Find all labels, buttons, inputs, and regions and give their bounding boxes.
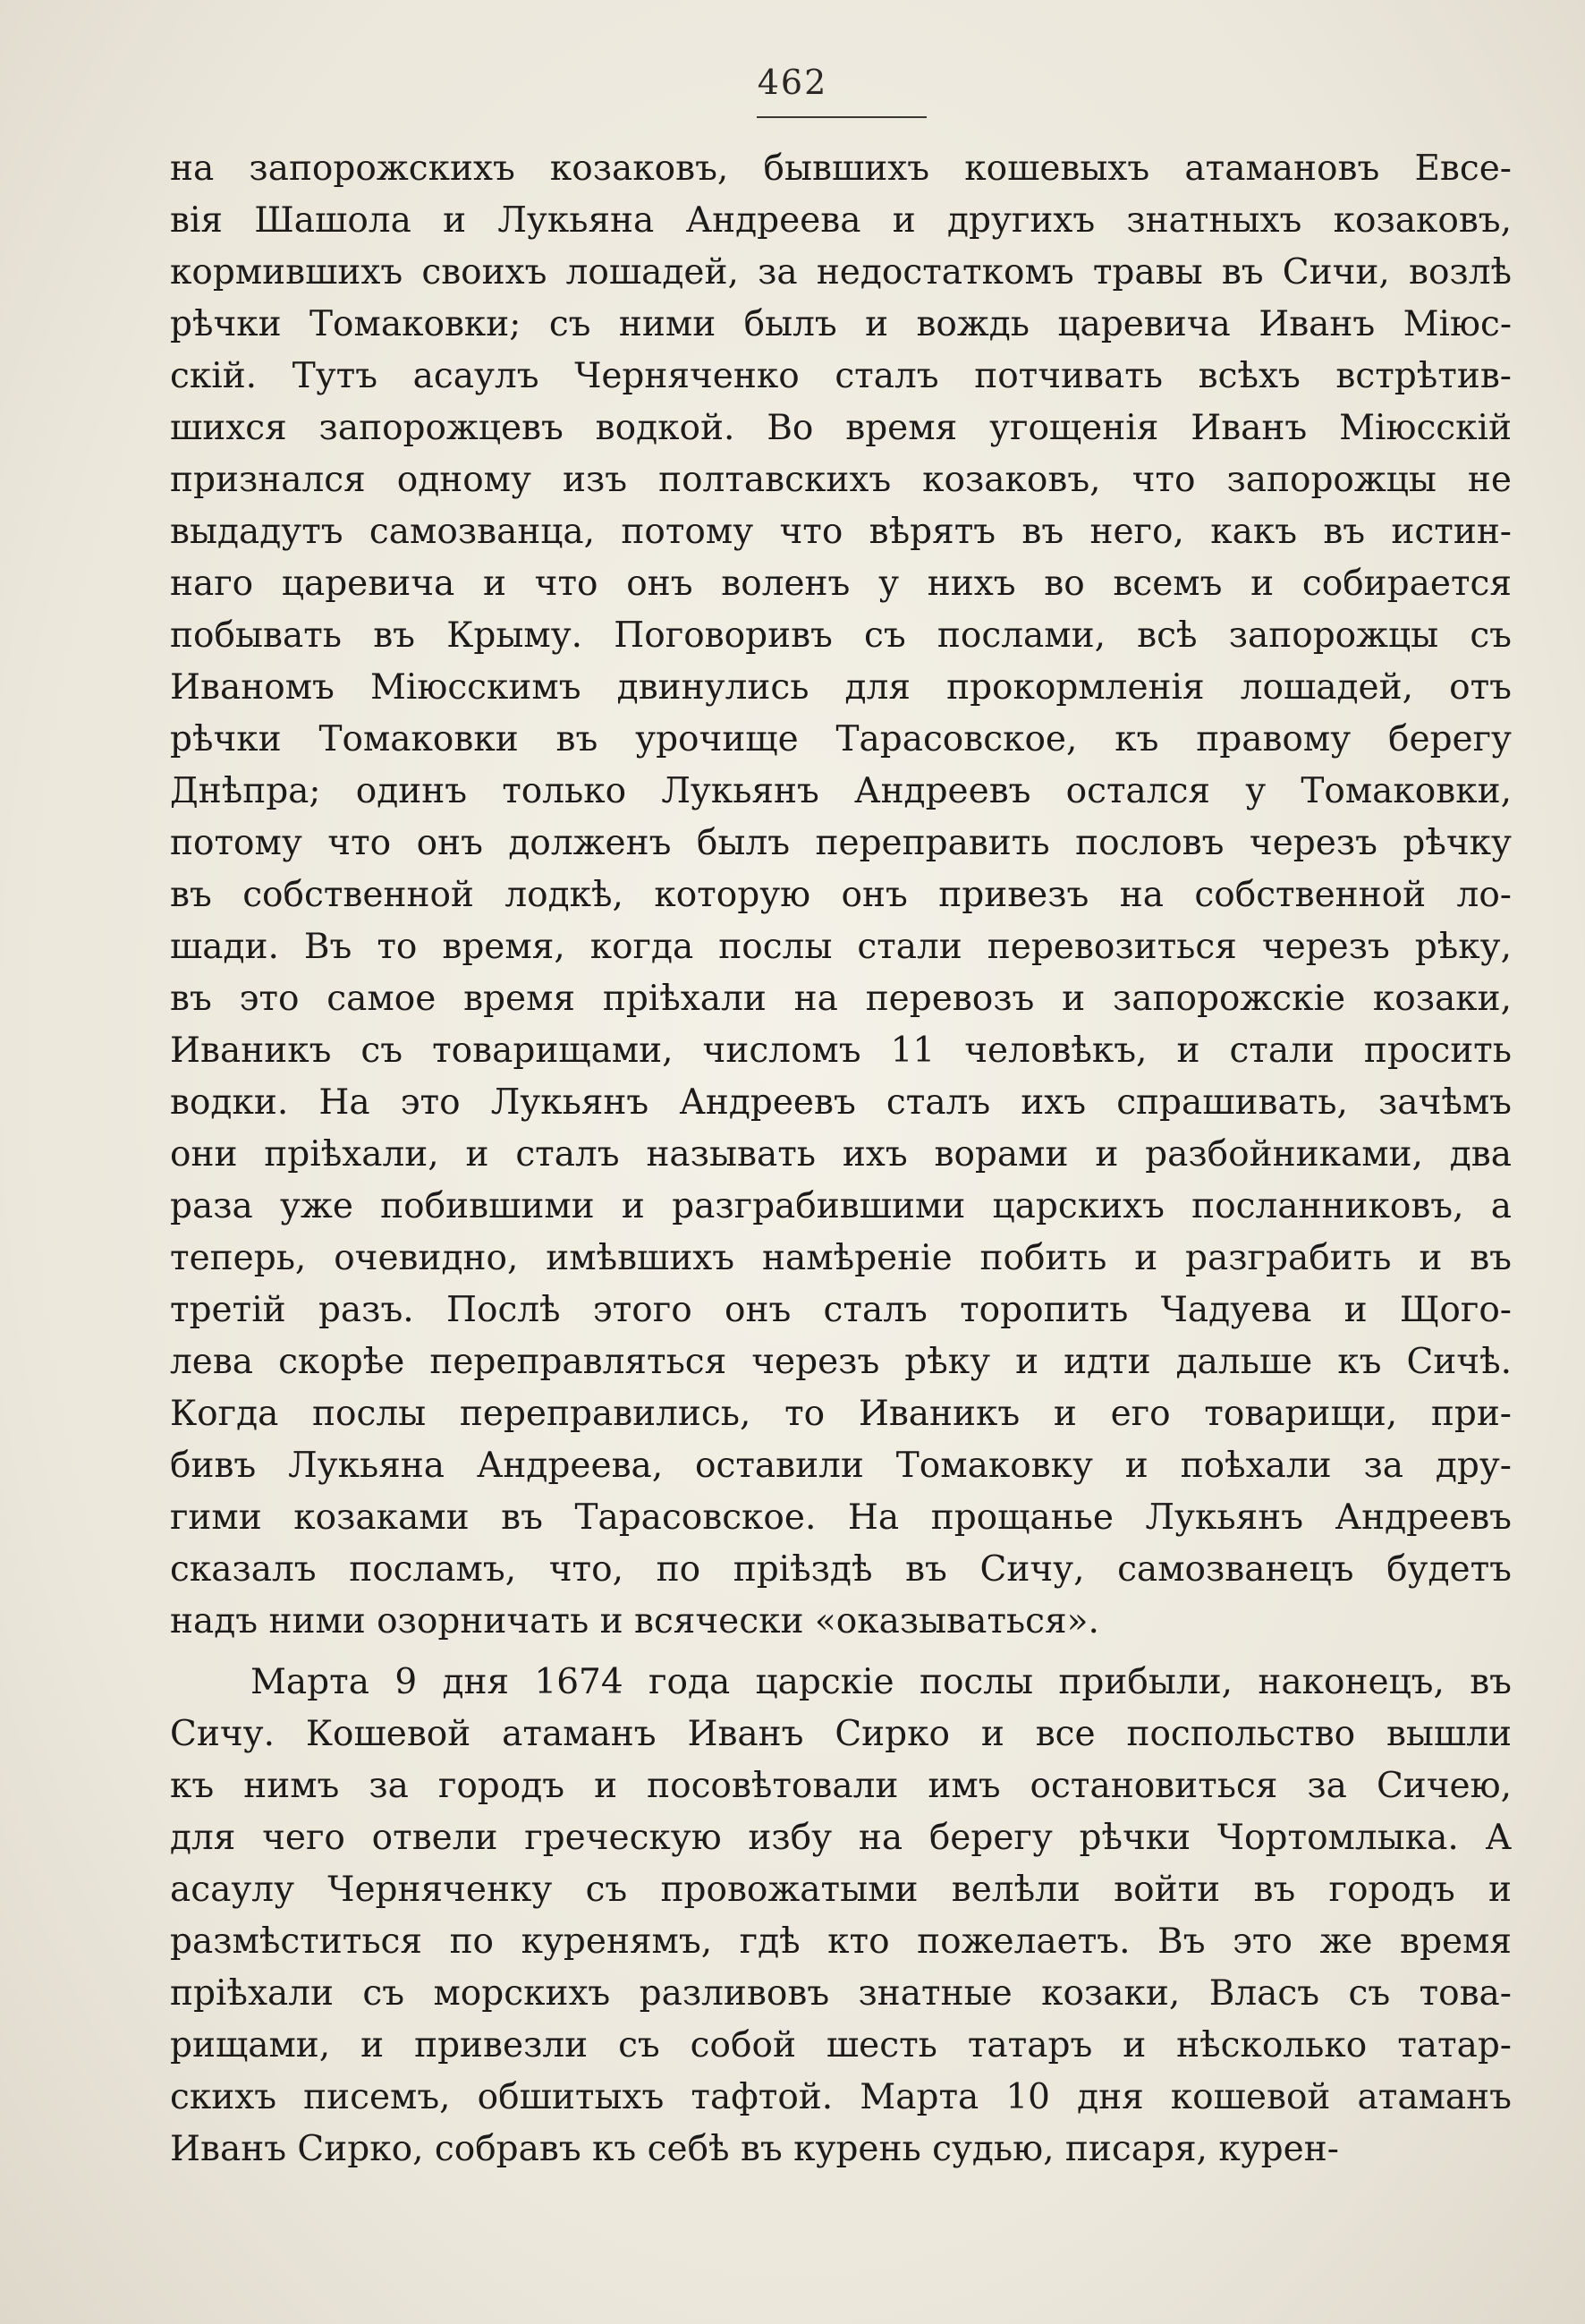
text-line: въ собственной лодкѣ, которую онъ привезъ на собственной ло- bbox=[170, 875, 1512, 915]
text-line: Марта 9 дня 1674 года царскіе послы прибыли, наконецъ, въ bbox=[250, 1662, 1512, 1702]
text-line: они пріѣхали, и сталъ называть ихъ ворами и разбойниками, два bbox=[170, 1134, 1512, 1175]
text-line: въ это самое время пріѣхали на перевозъ и запорожскіе козаки, bbox=[170, 979, 1512, 1019]
page-number: 462 bbox=[757, 63, 828, 102]
text-line: Иванъ Сирко, собравъ къ себѣ въ курень судью, писаря, курен- bbox=[170, 2129, 1339, 2169]
text-line: потому что онъ долженъ былъ переправить пословъ черезъ рѣчку bbox=[170, 823, 1512, 863]
text-line: выдадутъ самозванца, потому что вѣрятъ въ него, какъ въ истин- bbox=[170, 512, 1512, 552]
text-line: рищами, и привезли съ собой шесть татаръ и нѣсколько татар- bbox=[170, 2025, 1512, 2065]
text-line: размѣститься по куренямъ, гдѣ кто пожелаетъ. Въ это же время bbox=[170, 1921, 1512, 1962]
header-rule bbox=[757, 116, 927, 118]
text-line: вія Шашола и Лукьяна Андреева и другихъ знатныхъ козаковъ, bbox=[170, 200, 1512, 241]
text-line: сказалъ посламъ, что, по пріѣздѣ въ Сичу, самозванецъ будетъ bbox=[170, 1549, 1512, 1590]
text-line: рѣчки Томаковки; съ ними былъ и вождь царевича Иванъ Міюс- bbox=[170, 304, 1512, 344]
paragraph bbox=[170, 1657, 1512, 2176]
text-line: водки. На это Лукьянъ Андреевъ сталъ ихъ спрашивать, зачѣмъ bbox=[170, 1082, 1512, 1123]
text-line: признался одному изъ полтавскихъ козаковъ, что запорожцы не bbox=[170, 460, 1512, 500]
text-line: шихся запорожцевъ водкой. Во время угощенія Иванъ Міюсскій bbox=[170, 408, 1512, 448]
text-line: пріѣхали съ морскихъ разливовъ знатные козаки, Власъ съ това- bbox=[170, 1973, 1512, 2014]
text-line: гими козаками въ Тарасовское. На прощанье Лукьянъ Андреевъ bbox=[170, 1497, 1512, 1538]
text-line: Иваномъ Міюсскимъ двинулись для прокормленія лошадей, отъ bbox=[170, 667, 1512, 708]
text-line: бивъ Лукьяна Андреева, оставили Томаковку и поѣхали за дру- bbox=[170, 1446, 1512, 1486]
text-line: Сичу. Кошевой атаманъ Иванъ Сирко и все поспольство вышли bbox=[170, 1714, 1512, 1754]
text-line: къ нимъ за городъ и посовѣтовали имъ остановиться за Сичею, bbox=[170, 1766, 1512, 1806]
text-line: наго царевича и что онъ воленъ у нихъ во всемъ и собирается bbox=[170, 564, 1512, 604]
text-line: рѣчки Томаковки въ урочище Тарасовское, къ правому берегу bbox=[170, 719, 1512, 759]
text-line: шади. Въ то время, когда послы стали перевозиться черезъ рѣку, bbox=[170, 927, 1512, 967]
text-line: лева скорѣе переправляться черезъ рѣку и идти дальше къ Сичѣ. bbox=[170, 1342, 1512, 1382]
text-line: кормившихъ своихъ лошадей, за недостаткомъ травы въ Сичи, возлѣ bbox=[170, 252, 1512, 293]
text-line: на запорожскихъ козаковъ, бывшихъ кошевыхъ атамановъ Евсе- bbox=[170, 148, 1512, 189]
text-line: Когда послы переправились, то Иваникъ и его товарищи, при- bbox=[170, 1394, 1512, 1434]
text-line: скихъ писемъ, обшитыхъ тафтой. Марта 10 дня кошевой атаманъ bbox=[170, 2077, 1512, 2117]
body-text bbox=[170, 143, 1512, 2176]
paragraph bbox=[170, 143, 1512, 1648]
text-line: третій разъ. Послѣ этого онъ сталъ торопить Чадуева и Щого- bbox=[170, 1290, 1512, 1330]
text-line: Иваникъ съ товарищами, числомъ 11 человѣкъ, и стали просить bbox=[170, 1031, 1512, 1071]
text-line: надъ ними озорничать и всячески «оказываться». bbox=[170, 1601, 1099, 1641]
paragraph-gap bbox=[170, 1648, 1512, 1657]
text-line: раза уже побившими и разграбившими царскихъ посланниковъ, а bbox=[170, 1186, 1512, 1226]
text-line: теперь, очевидно, имѣвшихъ намѣреніе побить и разграбить и въ bbox=[170, 1238, 1512, 1278]
text-line: побывать въ Крыму. Поговоривъ съ послами, всѣ запорожцы съ bbox=[170, 615, 1512, 656]
text-line: Днѣпра; одинъ только Лукьянъ Андреевъ остался у Томаковки, bbox=[170, 771, 1512, 811]
text-line: скій. Тутъ асаулъ Черняченко сталъ потчивать всѣхъ встрѣтив- bbox=[170, 356, 1512, 396]
text-line: асаулу Черняченку съ провожатыми велѣли войти въ городъ и bbox=[170, 1870, 1512, 1910]
text-line: для чего отвели греческую избу на берегу рѣчки Чортомлыка. А bbox=[170, 1818, 1512, 1858]
